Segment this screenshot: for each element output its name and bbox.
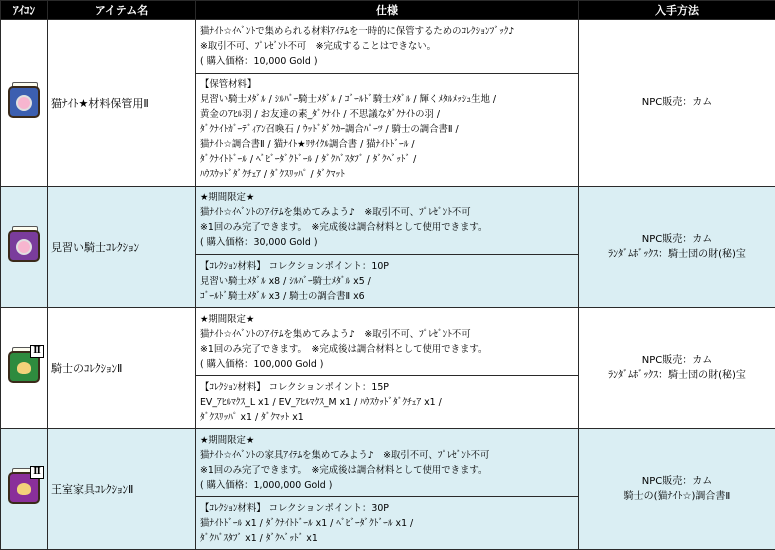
- spec-line: 見習い騎士ﾒﾀﾞﾙ x8 / ｼﾙﾊﾞｰ騎士ﾒﾀﾞﾙ x5 /: [200, 275, 371, 287]
- table-row: [1, 186, 775, 255]
- spec-line: 【ｺﾚｸｼｮﾝ材料】 コレクションポイント：15P: [200, 381, 389, 393]
- spec-line: 【ｺﾚｸｼｮﾝ材料】 コレクションポイント：10P: [200, 260, 389, 272]
- item-name: 猫ﾅｲﾄ★材料保管用Ⅱ: [48, 20, 196, 187]
- spec-line: ( 購入価格：1,000,000 Gold ): [200, 479, 333, 491]
- spec-line: 【保管材料】: [200, 79, 257, 91]
- spec-line: ★期間限定★: [200, 434, 255, 446]
- spec-line: ﾀﾞｸﾅｲﾄﾄﾞｰﾙ / ﾍﾞﾋﾞｰﾀﾞｸﾄﾞｰﾙ / ﾀﾞｸﾊﾞｽﾀﾌﾞ / ﾀﾞｸﾍﾞｯﾄﾞ /: [200, 154, 417, 166]
- spec-line: ( 購入価格：100,000 Gold ): [200, 358, 324, 370]
- item-icon-cell: [1, 428, 48, 549]
- spec-line: 黄金のｱﾋﾙ羽 / お友達の素_ﾀﾞｸﾅｲﾄ / 不思議なﾀﾞｸﾅｲﾄの羽 /: [200, 109, 441, 121]
- header-name: アイテム名: [48, 1, 196, 20]
- item-how: [579, 307, 775, 428]
- table-row: [1, 428, 775, 497]
- item-spec-bottom: [196, 497, 579, 550]
- spec-line: ﾊｳｽｳｯﾄﾞﾀﾞｸﾁｪｱ / ﾀﾞｸｽﾘｯﾊﾟ / ﾀﾞｸﾏｯﾄ: [200, 169, 345, 181]
- spec-line: EV_ｱﾋﾙﾏｸｽ_L x1 / EV_ｱﾋﾙﾏｸｽ_M x1 / ﾊｳｽｳｯﾄﾞﾀﾞｸﾁｪｱ x1 /: [200, 396, 442, 408]
- spec-line: ※1回のみ完了できます。 ※完成後は調合材料として使用できます。: [200, 464, 488, 476]
- item-spec-top: [196, 428, 579, 497]
- item-how: [579, 20, 775, 187]
- how-line: ﾗﾝﾀﾞﾑﾎﾞｯｸｽ：騎士団の財(秘)宝: [608, 248, 746, 260]
- header-spec: 仕様: [196, 1, 579, 20]
- spec-line: 猫ﾅｲﾄ☆調合書Ⅱ / 猫ﾅｲﾄ★ﾘｻｲｸﾙ調合書 / 猫ﾅｲﾄﾄﾞｰﾙ /: [200, 139, 415, 151]
- spec-line: 猫ﾅｲﾄ☆ｲﾍﾞﾝﾄのｱｲﾃﾑを集めてみよう♪ ※取引不可、ﾌﾟﾚｾﾞﾝﾄ不可: [200, 207, 471, 219]
- how-line: NPC販売：カム: [641, 354, 713, 366]
- item-spec-bottom: [196, 376, 579, 428]
- item-icon-cell: [1, 186, 48, 307]
- blue-collection-book-icon: [6, 82, 42, 120]
- spec-line: ﾀﾞｸｽﾘｯﾊﾟ x1 / ﾀﾞｸﾏｯﾄ x1: [200, 411, 304, 423]
- spec-line: ※1回のみ完了できます。 ※完成後は調合材料として使用できます。: [200, 343, 488, 355]
- item-icon-cell: [1, 307, 48, 428]
- item-name: 騎士のｺﾚｸｼｮﾝⅡ: [48, 307, 196, 428]
- table-row: [1, 20, 775, 73]
- spec-line: 見習い騎士ﾒﾀﾞﾙ / ｼﾙﾊﾞｰ騎士ﾒﾀﾞﾙ / ｺﾞｰﾙﾄﾞ騎士ﾒﾀﾞﾙ / 輝くﾒﾀﾙﾒｯｼｭ生地 /: [200, 94, 496, 106]
- badge-numeral: Ⅱ: [30, 466, 44, 479]
- purple-collection-book-icon: [6, 468, 42, 506]
- item-icon-cell: [1, 20, 48, 187]
- spec-line: ※取引不可、ﾌﾟﾚｾﾞﾝﾄ不可 ※完成することはできない。: [200, 40, 437, 52]
- spec-line: ﾀﾞｸﾊﾞｽﾀﾌﾞ x1 / ﾀﾞｸﾍﾞｯﾄﾞ x1: [200, 532, 318, 544]
- item-spec-bottom: [196, 255, 579, 307]
- header-row: [1, 1, 775, 20]
- spec-line: 【ｺﾚｸｼｮﾝ材料】 コレクションポイント：30P: [200, 502, 389, 514]
- item-spec-top: [196, 20, 579, 73]
- item-name: 見習い騎士ｺﾚｸｼｮﾝ: [48, 186, 196, 307]
- item-spec-top: [196, 186, 579, 255]
- spec-line: ｺﾞｰﾙﾄﾞ騎士ﾒﾀﾞﾙ x3 / 騎士の調合書Ⅱ x6: [200, 290, 365, 302]
- spec-line: ( 購入価格：10,000 Gold ): [200, 55, 318, 67]
- badge-numeral: Ⅱ: [30, 345, 44, 358]
- item-spec-bottom: [196, 73, 579, 186]
- how-line: 騎士の(猫ﾅｲﾄ☆)調合書Ⅱ: [623, 490, 731, 502]
- item-spec-top: [196, 307, 579, 376]
- item-how: [579, 428, 775, 549]
- spec-line: ( 購入価格：30,000 Gold ): [200, 237, 318, 249]
- spec-line: 猫ﾅｲﾄ☆ｲﾍﾞﾝﾄのｱｲﾃﾑを集めてみよう♪ ※取引不可、ﾌﾟﾚｾﾞﾝﾄ不可: [200, 328, 471, 340]
- spec-line: ★期間限定★: [200, 313, 255, 325]
- purple-collection-book-icon: [6, 226, 42, 264]
- spec-line: 猫ﾅｲﾄ☆ｲﾍﾞﾝﾄで集められる材料ｱｲﾃﾑを一時的に保管するためのｺﾚｸｼｮﾝﾌﾞｯｸ♪: [200, 25, 515, 37]
- spec-line: 猫ﾅｲﾄ☆ｲﾍﾞﾝﾄの家具ｱｲﾃﾑを集めてみよう♪ ※取引不可、ﾌﾟﾚｾﾞﾝﾄ不可: [200, 449, 490, 461]
- spec-line: ※1回のみ完了できます。 ※完成後は調合材料として使用できます。: [200, 222, 488, 234]
- how-line: NPC販売：カム: [641, 475, 713, 487]
- spec-line: 猫ﾅｲﾄﾄﾞｰﾙ x1 / ﾀﾞｸﾅｲﾄﾄﾞｰﾙ x1 / ﾍﾞﾋﾞｰﾀﾞｸﾄﾞｰﾙ x1 /: [200, 517, 414, 529]
- item-name: 王室家具ｺﾚｸｼｮﾝⅡ: [48, 428, 196, 549]
- header-icon: ｱｲｺﾝ: [1, 1, 48, 20]
- how-line: ﾗﾝﾀﾞﾑﾎﾞｯｸｽ：騎士団の財(秘)宝: [608, 369, 746, 381]
- spec-line: ★期間限定★: [200, 192, 255, 204]
- how-line: NPC販売：カム: [641, 97, 713, 109]
- spec-line: ﾀﾞｸﾅｲﾄｶﾞｰﾃﾞｨｱﾝ召喚石 / ｳｯﾄﾞﾀﾞｸｶｰ調合ﾊﾟｰﾂ / 騎士の調合書Ⅱ /: [200, 124, 459, 136]
- table-row: [1, 307, 775, 376]
- how-line: NPC販売：カム: [641, 233, 713, 245]
- header-how: 入手方法: [579, 1, 775, 20]
- green-collection-book-icon: [6, 347, 42, 385]
- item-how: [579, 186, 775, 307]
